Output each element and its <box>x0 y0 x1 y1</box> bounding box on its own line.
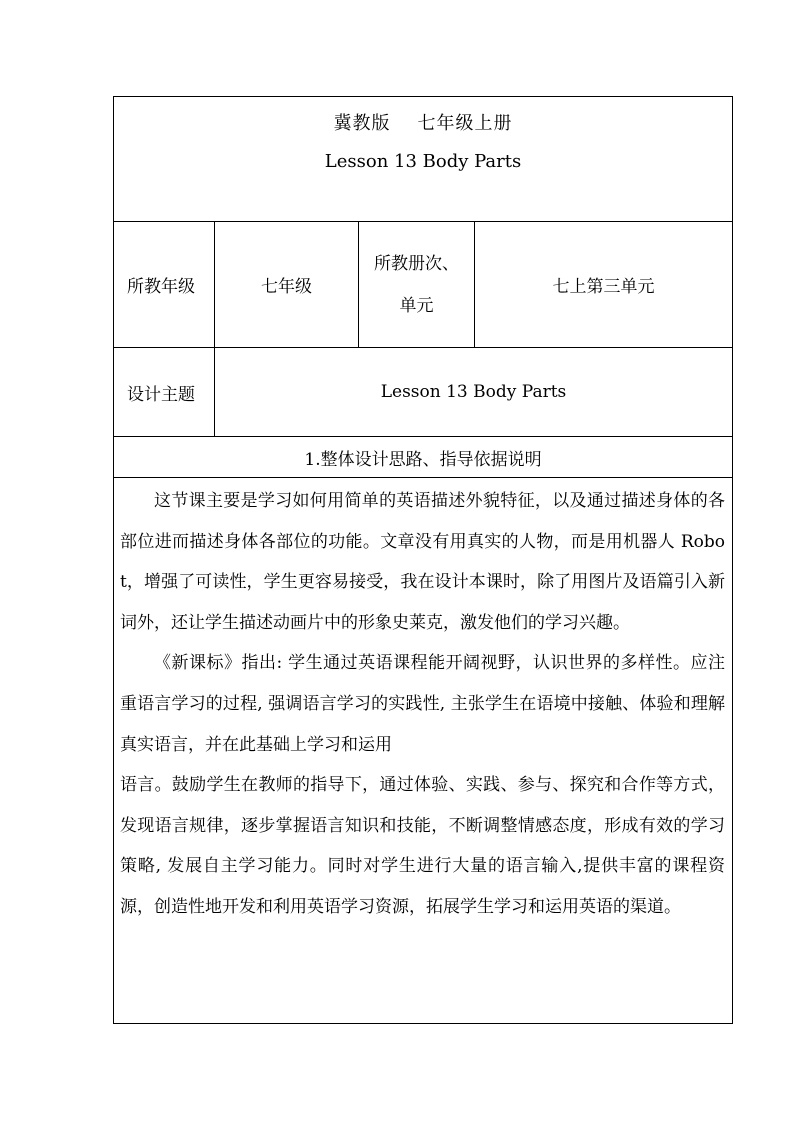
body-paragraph: 这节课主要是学习如何用简单的英语描述外貌特征，以及通过描述身体的各部位进而描述身体各部位的功能。文章没有用真实的人物，而是用机器人 Robot，增强了可读性，学生更容易接受，我在设计本课时，除了用图片及语篇引入新词外，还让学生描述动画片中的形象史莱克，激发他们的学习兴趣。 <box>120 491 726 633</box>
volume-label-line1: 所教册次、 <box>374 253 459 274</box>
body-cell <box>114 478 733 1024</box>
grade-label: 所教年级 <box>114 222 215 348</box>
lesson-title: Lesson 13 Body Parts <box>324 151 522 172</box>
document-title: 冀教版 七年级上册 <box>333 113 513 134</box>
volume-value: 七上第三单元 <box>475 222 733 348</box>
body-paragraph: 《新课标》指出: 学生通过英语课程能开阔视野，认识世界的多样性。应注重语言学习的过程, 强调语言学习的实践性, 主张学生在语境中接触、体验和理解真实语言，并在此基础上学习和运用 <box>120 653 726 755</box>
body-paragraph: 语言。鼓励学生在教师的指导下，通过体验、实践、参与、探究和合作等方式，发现语言规律，逐步掌握语言知识和技能，不断调整情感态度，形成有效的学习策略, 发展自主学习能力。同时对学生进行大量的语言输入,提供丰富的课程资源，创造性地开发和利用英语学习资源，拓展学生学习和运用英语的渠道。 <box>120 775 726 917</box>
title-cell <box>114 97 733 222</box>
lesson-plan-table <box>113 96 733 1024</box>
volume-label-cell <box>359 222 475 348</box>
volume-label-line2: 单元 <box>399 295 434 316</box>
section-heading: 1.整体设计思路、指导依据说明 <box>114 437 733 478</box>
theme-value: Lesson 13 Body Parts <box>215 348 733 437</box>
theme-label: 设计主题 <box>114 348 215 437</box>
grade-value: 七年级 <box>215 222 359 348</box>
